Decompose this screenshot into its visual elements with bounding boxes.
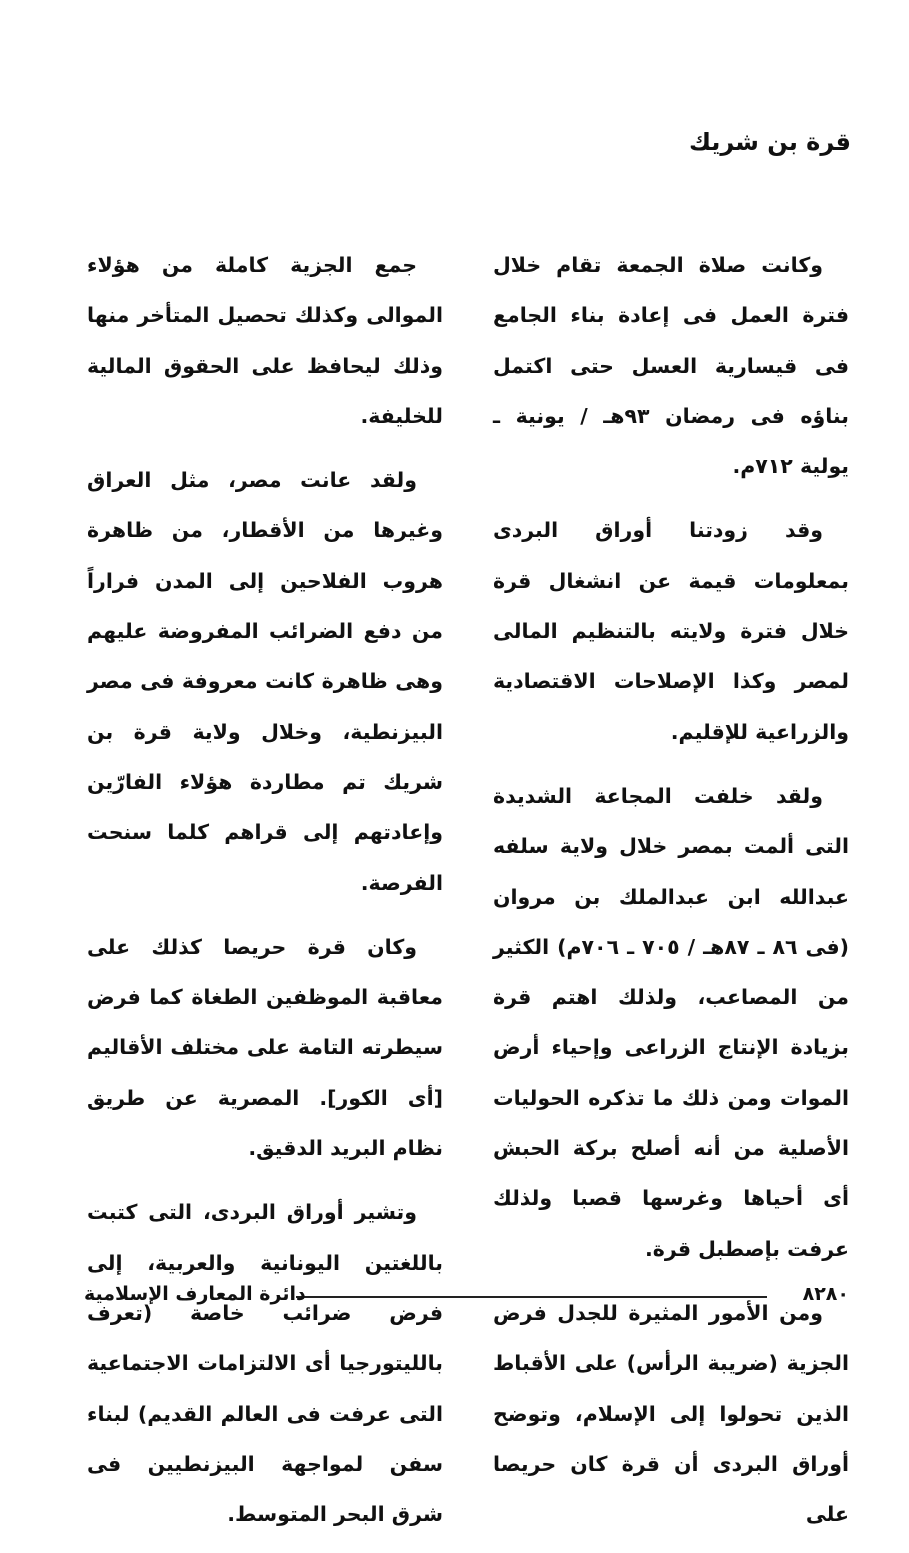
paragraph: وكانت صلاة الجمعة تقام خلال فترة العمل فى إعادة بناء الجامع فى قيسارية العسل حتى اكتمل بناؤه فى رمضان ٩٣هـ / يونية ـ يولية ٧١٢م. bbox=[493, 253, 849, 479]
paragraph: وكان قرة حريصا كذلك على معاقبة الموظفين الطغاة كما فرض سيطرته التامة على مختلف الأقاليم [أى الكور]. المصرية عن طريق نظام البريد الدقيق. bbox=[87, 934, 443, 1161]
left-column bbox=[87, 240, 443, 1553]
paragraph: ولقد عانت مصر، مثل العراق وغيرها من الأقطار، من ظاهرة هروب الفلاحين إلى المدن فراراً من دفع الضرائب المفروضة عليهم وهى ظاهرة كانت معروفة فى مصر البيزنطية، وخلال ولاية قرة بن شريك تم مطاردة هؤلاء الفارّين وإعادتهم إلى قراهم كلما سنحت الفرصة. bbox=[87, 468, 443, 895]
running-head-title: قرة بن شريك bbox=[688, 128, 851, 156]
paragraph: ومن الأمور المثيرة للجدل فرض الجزية (ضريبة الرأس) على الأقباط الذين تحولوا إلى الإسلام، وتوضح أوراق البردى أن قرة كان حريصا على bbox=[493, 1300, 849, 1527]
paragraph: وتشير أوراق البردى، التى كتبت باللغتين اليونانية والعربية، إلى فرض ضرائب خاصة (تعرف بالليتورجيا أى الالتزامات الاجتماعية التى عرفت فى العالم القديم) لبناء سفن لمواجهة البيزنطيين فى شرق البحر المتوسط. bbox=[87, 1200, 443, 1527]
page-number: ٨٢٨٠ bbox=[802, 1283, 849, 1305]
footer-rule bbox=[296, 1296, 767, 1298]
paragraph: ولقد خلفت المجاعة الشديدة التى ألمت بمصر خلال ولاية سلفه عبدالله ابن عبدالملك بن مروان (فى ٨٦ ـ ٨٧هـ / ٧٠٥ ـ ٧٠٦م) الكثير من المصاعب، ولذلك اهتم قرة بزيادة الإنتاج الزراعى وإحياء أرض الموات ومن ذلك ما تذكره الحوليات الأصلية من أنه أصلح بركة الحبش أى أحياها وغرسها قصبا ولذلك عرفت بإصطبل قرة. bbox=[493, 783, 850, 1261]
paragraph: وقد زودتنا أوراق البردى بمعلومات قيمة عن انشغال قرة خلال فترة ولايته بالتنظيم المالى لمصر وكذا الإصلاحات الاقتصادية والزراعية للإقليم. bbox=[493, 518, 849, 744]
journal-title: دائرة المعارف الإسلامية bbox=[84, 1283, 306, 1305]
paragraph: جمع الجزية كاملة من هؤلاء الموالى وكذلك تحصيل المتأخر منها وذلك ليحافظ على الحقوق المالية للخليفة. bbox=[87, 253, 443, 428]
right-column bbox=[493, 240, 849, 1553]
page-footer bbox=[84, 1283, 849, 1313]
